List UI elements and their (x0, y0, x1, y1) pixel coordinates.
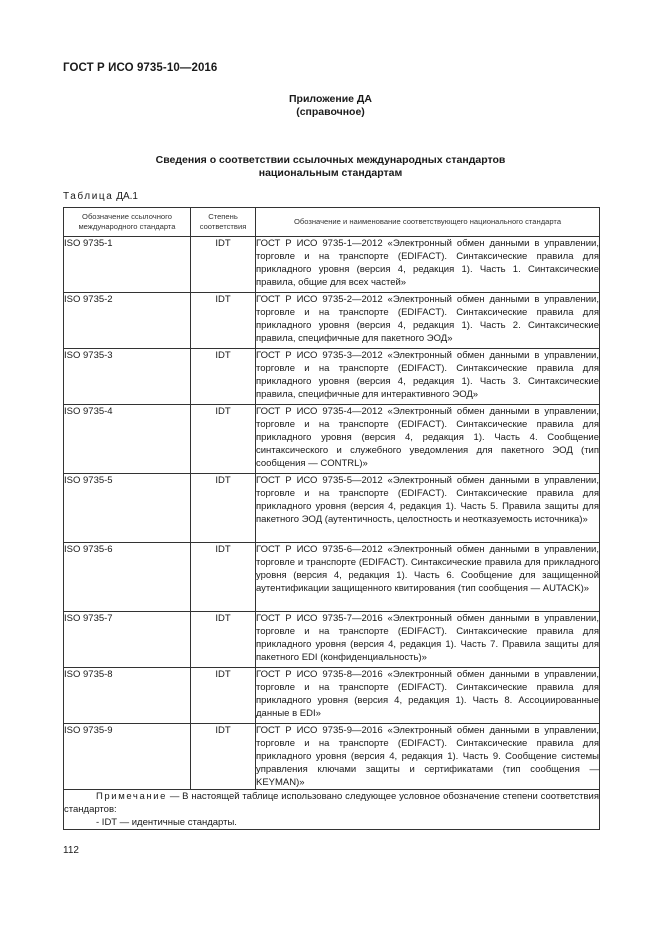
degree-cell: IDT (191, 612, 256, 668)
table-caption (63, 191, 138, 202)
degree-cell: IDT (191, 405, 256, 474)
degree-cell: IDT (191, 543, 256, 612)
national-standard-cell: ГОСТ Р ИСО 9735-6—2012 «Электронный обмен данными в управлении, торговле и транспорте (EDIFACT). Синтаксические правила для прикладного уровня (версия 4, редакция 1). Часть 6. Сообщение для защищенной аутентификации защищенного квитирования (тип сообщения — AUTACK)» (256, 543, 600, 612)
header-national-standard: Обозначение и наименование соответствующего национального стандарта (256, 208, 600, 237)
table-row (64, 724, 600, 790)
table-row (64, 349, 600, 405)
national-standard-cell: ГОСТ Р ИСО 9735-9—2016 «Электронный обмен данными в управлении, торговле и на транспорте (EDIFACT). Синтаксические правила для прикладного уровня (версия 4, редакция 1). Часть 9. Сообщение системы управления ключами защиты и сертификатами (тип сообщения — KEYMAN)» (256, 725, 599, 788)
page-number: 112 (63, 845, 79, 856)
degree-cell: IDT (191, 474, 256, 543)
international-standard-cell: ISO 9735-9 (64, 724, 191, 790)
table-row (64, 668, 600, 724)
national-standard-cell: ГОСТ Р ИСО 9735-3—2012 «Электронный обмен данными в управлении, торговле и на транспорте (EDIFACT). Синтаксические правила для прикладного уровня (версия 4, редакция 1). Часть 3. Синтаксические правила, специфичные для интерактивного ЭОД» (256, 349, 600, 405)
national-standard-cell: ГОСТ Р ИСО 9735-1—2012 «Электронный обмен данными в управлении, торговле и на транспорте (EDIFACT). Синтаксические правила для прикладного уровня (версия 4, редакция 1). Часть 1. Синтаксические правила, общие для всех частей» (256, 237, 600, 293)
degree-cell: IDT (191, 293, 256, 349)
table-row (64, 543, 600, 612)
section-title-line1: Сведения о соответствии ссылочных международных стандартов (155, 154, 506, 166)
table-row (64, 612, 600, 668)
national-standard-cell: ГОСТ Р ИСО 9735-5—2012 «Электронный обмен данными в управлении, торговле и на транспорте (EDIFACT). Синтаксические правила для прикладного уровня (версия 4, редакция 1). Часть 5. Правила защиты для пакетного ЭОД (аутентичность, целостность и неотказуемость источника)» (256, 474, 600, 543)
international-standard-cell: ISO 9735-5 (64, 474, 191, 543)
degree-cell: IDT (191, 668, 256, 724)
table-note (64, 790, 600, 830)
note-text: — В настоящей таблице использовано следующее условное обозначение степени соответствия стандартов: (64, 791, 599, 815)
table-row (64, 474, 600, 543)
header-degree-of-correspondence: Степень соответствия (191, 208, 256, 237)
table-row (64, 405, 600, 474)
degree-cell: IDT (191, 724, 256, 790)
international-standard-cell: ISO 9735-1 (64, 237, 191, 293)
header-international-standard: Обозначение ссылочного международного стандарта (64, 208, 191, 237)
document-header: ГОСТ Р ИСО 9735-10—2016 (63, 62, 218, 74)
section-title-line2: национальным стандартам (258, 167, 403, 179)
note-label: Примечание (96, 791, 167, 802)
national-standard-cell: ГОСТ Р ИСО 9735-4—2012 «Электронный обмен данными в управлении, торговле и на транспорте (EDIFACT). Синтаксические правила для прикладного уровня (версия 4, редакция 1). Часть 4. Сообщение синтаксического и служебного уведомления для пакетного ЭОД (тип сообщения — CONTRL)» (256, 405, 600, 474)
annex-title: Приложение ДА (289, 93, 372, 105)
degree-cell: IDT (191, 349, 256, 405)
international-standard-cell: ISO 9735-6 (64, 543, 191, 612)
international-standard-cell: ISO 9735-3 (64, 349, 191, 405)
degree-cell: IDT (191, 237, 256, 293)
correspondence-table (63, 207, 600, 830)
annex-subtitle: (справочное) (296, 106, 365, 118)
international-standard-cell: ISO 9735-2 (64, 293, 191, 349)
international-standard-cell: ISO 9735-8 (64, 668, 191, 724)
note-paragraph (64, 790, 599, 816)
note-item: - IDT — идентичные стандарты. (96, 817, 237, 828)
table-row (64, 293, 600, 349)
national-standard-cell: ГОСТ Р ИСО 9735-8—2016 «Электронный обмен данными в управлении, торговле и на транспорте (EDIFACT). Синтаксические правила для прикладного уровня (версия 4, редакция 1). Часть 8. Ассоциированные данные в EDI» (256, 668, 600, 724)
table-row (64, 237, 600, 293)
national-standard-cell: ГОСТ Р ИСО 9735-7—2016 «Электронный обмен данными в управлении, торговле и на транспорте (EDIFACT). Синтаксические правила для прикладного уровня (версия 4, редакция 1). Часть 7. Правила защиты для пакетного EDI (конфиденциальность)» (256, 612, 600, 668)
section-title (0, 154, 661, 180)
table-caption-label: Таблица (63, 191, 114, 202)
annex-heading (0, 93, 661, 119)
table-header-row (64, 208, 600, 237)
international-standard-cell: ISO 9735-7 (64, 612, 191, 668)
international-standard-cell: ISO 9735-4 (64, 405, 191, 474)
table-caption-number: ДА.1 (116, 191, 138, 202)
table-note-row (64, 790, 600, 830)
national-standard-cell: ГОСТ Р ИСО 9735-2—2012 «Электронный обмен данными в управлении, торговле и на транспорте (EDIFACT). Синтаксические правила для прикладного уровня (версия 4, редакция 1). Часть 2. Синтаксические правила, специфичные для пакетного ЭОД» (256, 293, 600, 349)
